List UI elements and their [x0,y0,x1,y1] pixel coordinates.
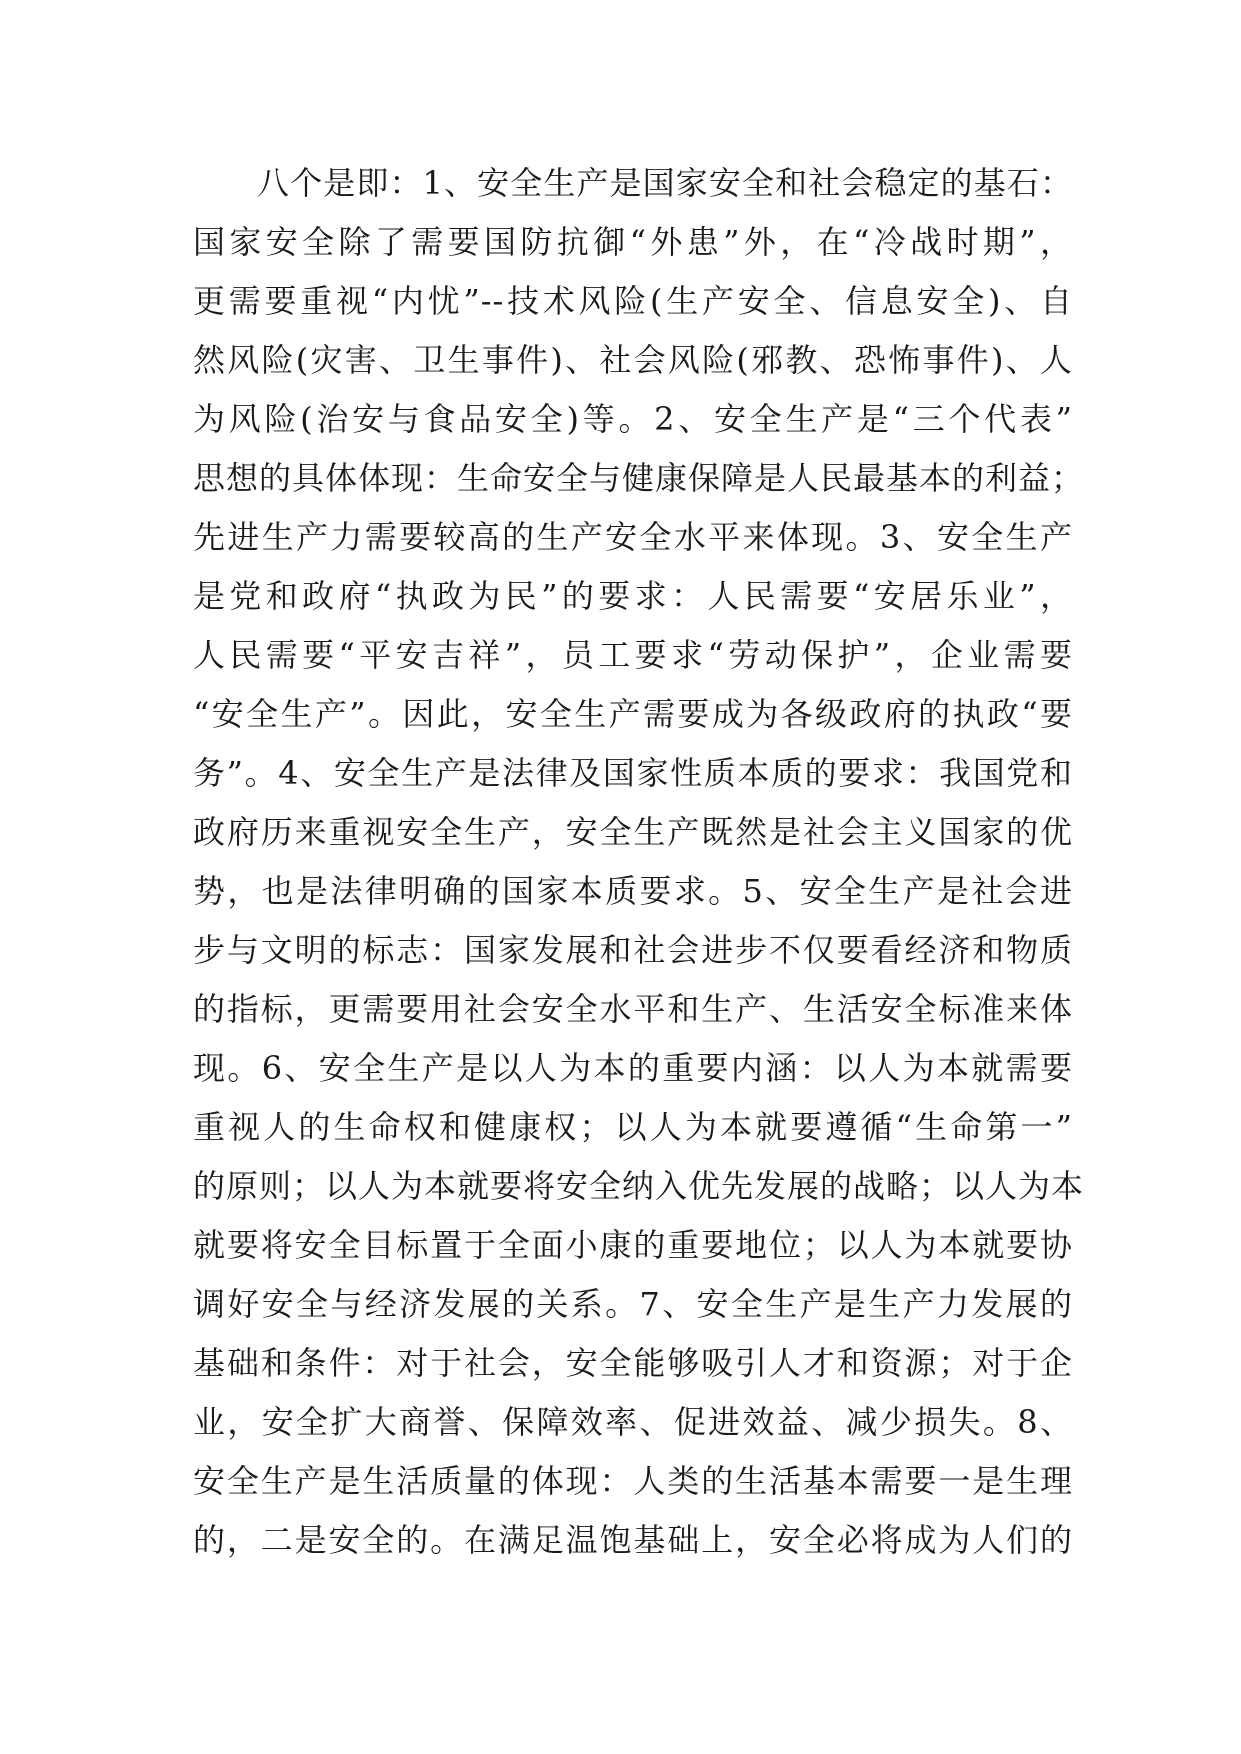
text-line: 为风险(治安与食品安全)等。2、安全生产是“三个代表” [193,400,1073,438]
text-line: 的原则；以人为本就要将安全纳入优先发展的战略；以人为本 [193,1167,1085,1205]
text-line: 八个是即：1、安全生产是国家安全和社会稳定的基石： [257,164,1073,202]
text-line: 思想的具体体现：生命安全与健康保障是人民最基本的利益； [193,459,1085,497]
body-paragraph [193,154,1085,1570]
text-line: 安全生产是生活质量的体现：人类的生活基本需要一是生理 [193,1462,1073,1500]
text-line: 势，也是法律明确的国家本质要求。5、安全生产是社会进 [193,872,1073,910]
text-line: 步与文明的标志：国家发展和社会进步不仅要看经济和物质 [193,931,1073,969]
text-line: 调好安全与经济发展的关系。7、安全生产是生产力发展的 [193,1285,1073,1323]
text-line: 政府历来重视安全生产，安全生产既然是社会主义国家的优 [193,813,1073,851]
text-line: 国家安全除了需要国防抗御“外患”外，在“冷战时期”， [193,223,1073,261]
text-line: 现。6、安全生产是以人为本的重要内涵：以人为本就需要 [193,1049,1073,1087]
text-line: 更需要重视“内忧”--技术风险(生产安全、信息安全)、自 [193,282,1073,320]
text-line: 先进生产力需要较高的生产安全水平来体现。3、安全生产 [193,518,1073,556]
text-line: 是党和政府“执政为民”的要求：人民需要“安居乐业”， [193,577,1073,615]
text-line: 就要将安全目标置于全面小康的重要地位；以人为本就要协 [193,1226,1073,1264]
text-line: 基础和条件：对于社会，安全能够吸引人才和资源；对于企 [193,1344,1073,1382]
text-line: 重视人的生命权和健康权；以人为本就要遵循“生命第一” [193,1108,1073,1146]
text-line: 的，二是安全的。在满足温饱基础上，安全必将成为人们的 [193,1521,1073,1559]
text-line: 务”。4、安全生产是法律及国家性质本质的要求：我国党和 [193,754,1073,792]
text-line: 人民需要“平安吉祥”，员工要求“劳动保护”，企业需要 [193,636,1073,674]
text-line: “安全生产”。因此，安全生产需要成为各级政府的执政“要 [193,695,1073,733]
text-line: 然风险(灾害、卫生事件)、社会风险(邪教、恐怖事件)、人 [193,341,1073,379]
text-line: 业，安全扩大商誉、保障效率、促进效益、减少损失。8、 [193,1403,1073,1441]
text-line: 的指标，更需要用社会安全水平和生产、生活安全标准来体 [193,990,1073,1028]
